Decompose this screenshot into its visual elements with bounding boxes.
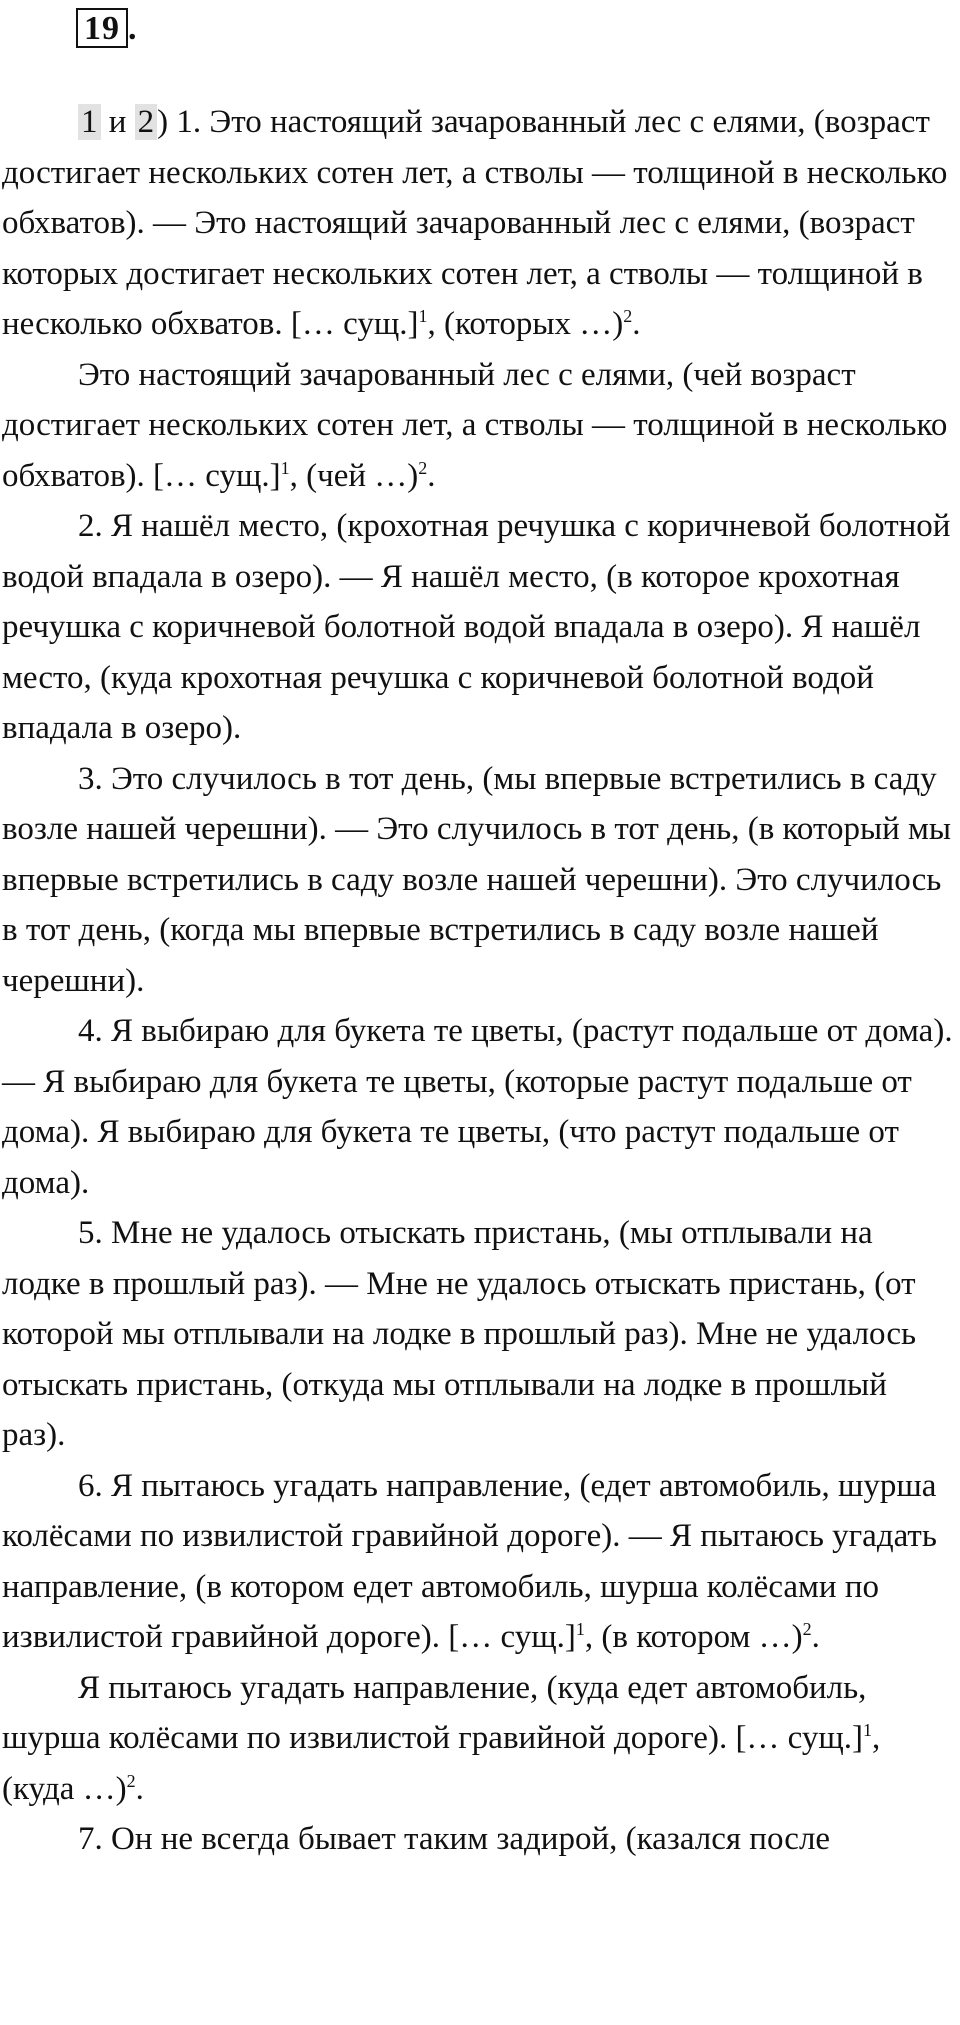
paragraph-text: Я пытаюсь угадать направление, (куда едет автомобиль, шурша колёсами по извилистой гравийной дороге). [… сущ.] bbox=[2, 1669, 867, 1756]
scheme-part: , (куда …) bbox=[2, 1720, 881, 1807]
paragraph-text: 1. Это настоящий зачарованный лес с елями, (возраст достигает нескольких сотен лет, а стволы — толщиной в несколько обхватов). — Это настоящий зачарованный лес с елями, (возраст которых достигает нескольких сотен лет, а стволы — толщиной в несколько обхватов. [… сущ.] bbox=[2, 104, 948, 342]
superscript-2: 2 bbox=[126, 1770, 136, 1791]
scheme-part: , (в котором …) bbox=[584, 1619, 803, 1655]
scheme-end: . bbox=[632, 306, 641, 342]
paragraph-4 bbox=[2, 754, 958, 1007]
paragraph-7 bbox=[2, 1461, 958, 1663]
superscript-1: 1 bbox=[575, 1619, 585, 1639]
superscript-2: 2 bbox=[802, 1619, 812, 1639]
paragraph-text: 6. Я пытаюсь угадать направление, (едет автомобиль, шурша колёсами по извилистой гравийной дороге). — Я пытаюсь угадать направление, (в котором едет автомобиль, шурша колёсами по извилистой гравийной дороге). [… сущ.] bbox=[2, 1467, 937, 1655]
paragraph-6 bbox=[2, 1208, 958, 1461]
task-number-box bbox=[76, 8, 128, 48]
exercise-ref-2: 2 bbox=[135, 104, 158, 140]
paragraph-3 bbox=[2, 501, 958, 754]
paragraph-text: 5. Мне не удалось отыскать пристань, (мы отплывали на лодке в прошлый раз). — Мне не удалось отыскать пристань, (от которой мы отплывали на лодке в прошлый раз). Мне не удалось отыскать пристань, (откуда мы отплывали на лодке в прошлый раз). bbox=[2, 1215, 917, 1453]
intro-after: ) bbox=[157, 104, 177, 140]
paragraph-text: 7. Он не всегда бывает таким задирой, (казался после bbox=[78, 1821, 831, 1857]
task-number-text: 19 bbox=[84, 10, 120, 47]
paragraph-text: 3. Это случилось в тот день, (мы впервые встретились в саду возле нашей черешни). — Это случилось в тот день, (в который мы впервые встретились в саду возле нашей черешни). Это случилось в тот день, (когда мы впервые встретились в саду возле нашей черешни). bbox=[2, 760, 952, 999]
paragraph-5 bbox=[2, 1006, 958, 1208]
superscript-1: 1 bbox=[863, 1720, 873, 1740]
superscript-1: 1 bbox=[280, 457, 290, 478]
scheme-part: , (чей …) bbox=[289, 457, 419, 494]
scheme-end: . bbox=[427, 457, 436, 494]
superscript-2: 2 bbox=[418, 457, 428, 478]
paragraph-text: 2. Я нашёл место, (крохотная речушка с коричневой болотной водой впадала в озеро). — Я нашёл место, (в которое крохотная речушка с коричневой болотной водой впадала в озеро). Я нашёл место, (куда крохотная речушка с коричневой болотной водой впадала в озеро). bbox=[2, 508, 951, 746]
task-number-dot: . bbox=[128, 10, 138, 47]
superscript-1: 1 bbox=[418, 306, 428, 326]
paragraph-2 bbox=[2, 350, 958, 502]
intro-conjunction: и bbox=[100, 104, 135, 140]
scheme-end: . bbox=[811, 1619, 820, 1655]
answer-text bbox=[2, 97, 958, 1865]
exercise-ref-1: 1 bbox=[78, 104, 101, 140]
scheme-part: , (которых …) bbox=[427, 306, 624, 342]
scheme-end: . bbox=[135, 1770, 144, 1807]
task-number bbox=[76, 8, 138, 48]
paragraph-text: 4. Я выбираю для букета те цветы, (растут подальше от дома). — Я выбираю для букета те цветы, (которые растут подальше от дома). Я выбираю для букета те цветы, (что растут подальше от дома). bbox=[2, 1013, 953, 1201]
superscript-2: 2 bbox=[623, 306, 633, 326]
paragraph-1 bbox=[2, 97, 958, 350]
paragraph-9 bbox=[2, 1814, 958, 1865]
paragraph-8 bbox=[2, 1663, 958, 1815]
paragraph-text: Это настоящий зачарованный лес с елями, (чей возраст достигает нескольких сотен лет, а стволы — толщиной в несколько обхватов). [… сущ.] bbox=[2, 356, 948, 494]
